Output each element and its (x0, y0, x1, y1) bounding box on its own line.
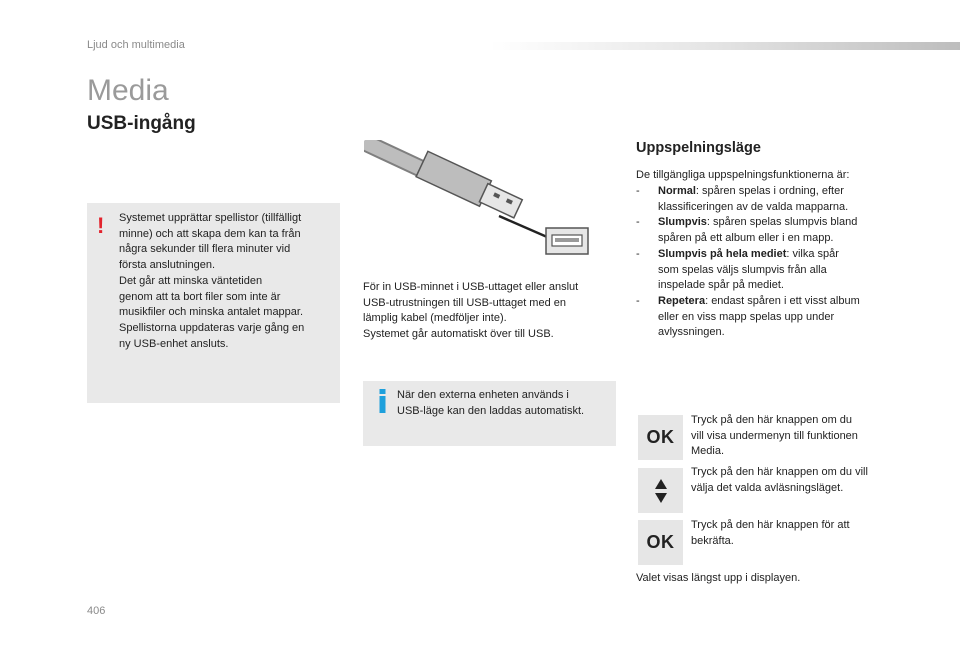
exclamation-icon: ! (97, 213, 105, 238)
ok-button-description: Tryck på den här knappen om du vill visa undermenyn till funktionen Media. (691, 414, 858, 458)
list-item: - Slumpvis på hela mediet: vilka spår som spelas väljs slumpvis från alla inspelade spår på mediet. (636, 247, 839, 292)
info-icon (378, 389, 387, 413)
up-arrow-icon (655, 479, 667, 489)
warning-text: Systemet upprättar spellistor (tillfälligt minne) och att skapa dem kan ta från några sekunder till flera minuter vid första anslutningen. Det går att minska väntetiden genom att ta bort filer som inte är musikfiler och minska antalet mappar. Spellistorna uppdateras varje gång en ny USB-enhet ansluts. (119, 212, 305, 350)
header-gradient-bar (490, 42, 960, 50)
list-item: - Repetera: endast spåren i ett visst album eller en viss mapp spelas upp under avlyssningen. (636, 294, 860, 339)
list-item: - Normal: spåren spelas i ordning, efter klassificeringen av de valda mapparna. (636, 185, 849, 213)
down-arrow-icon (655, 493, 667, 503)
ok-confirm-description: Tryck på den här knappen för att bekräfta. (691, 519, 850, 547)
page-title: Media (87, 74, 169, 107)
section-label: Ljud och multimedia (87, 39, 185, 51)
info-text: När den externa enheten används i USB-läge kan den laddas automatiskt. (397, 389, 585, 417)
ok-confirm-button[interactable]: OK (638, 520, 683, 565)
page-number: 406 (87, 605, 106, 617)
footer-note: Valet visas längst upp i displayen. (636, 572, 801, 584)
playback-heading: Uppspelningsläge (636, 140, 761, 156)
playback-intro: De tillgängliga uppspelningsfunktionerna är: (636, 169, 850, 181)
up-down-button-description: Tryck på den här knappen om du vill välja det valda avläsningsläget. (691, 466, 868, 494)
list-item: - Slumpvis: spåren spelas slumpvis bland spåren på ett album eller i en mapp. (636, 216, 858, 245)
up-down-button[interactable] (638, 468, 683, 513)
usb-heading: USB-ingång (87, 113, 196, 134)
playback-mode-list (636, 184, 896, 341)
usb-connector-illustration (364, 140, 594, 260)
ok-button[interactable]: OK (638, 415, 683, 460)
usb-instructions: För in USB-minnet i USB-uttaget eller anslut USB-utrustningen till USB-uttaget med en lämplig kabel (medföljer inte). Systemet går automatiskt över till USB. (363, 281, 579, 341)
